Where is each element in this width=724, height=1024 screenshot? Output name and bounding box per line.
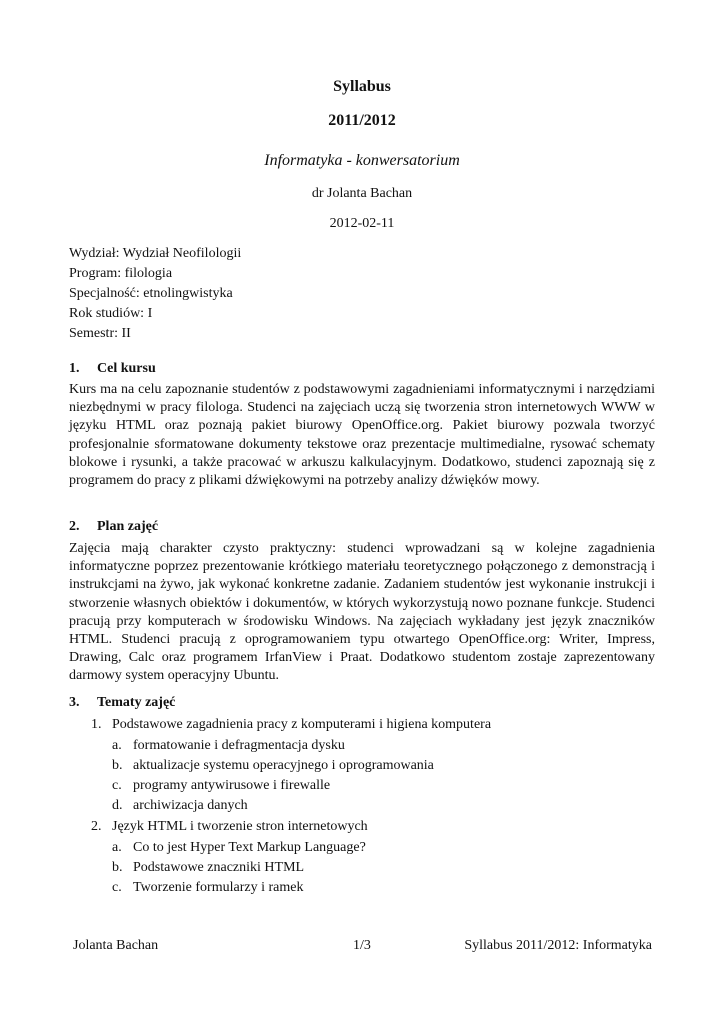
subtopic-marker: a. — [112, 840, 122, 855]
meta-year-of-study: Rok studiów: I — [69, 306, 153, 321]
course-subtitle: Informatyka - konwersatorium — [264, 152, 460, 169]
topic-item — [91, 715, 491, 735]
subtopic-label: formatowanie i defragmentacja dysku — [133, 738, 345, 753]
subtopic-marker: b. — [112, 758, 123, 773]
section-topics-heading — [69, 693, 175, 713]
topic-label: Podstawowe zagadnienia pracy z komputerami i higiena komputera — [112, 717, 492, 732]
document-date: 2012-02-11 — [329, 216, 395, 231]
subtopic-item — [112, 736, 345, 756]
subtopic-label: aktualizacje systemu operacyjnego i oprogramowania — [133, 758, 434, 773]
subtopic-label: archiwizacja danych — [133, 798, 248, 813]
meta-faculty: Wydział: Wydział Neofilologii — [69, 246, 242, 261]
subtopic-label: programy antywirusowe i firewalle — [133, 778, 331, 793]
subtopic-marker: c. — [112, 778, 122, 793]
section-title: Tematy zajęć — [97, 695, 176, 710]
subtopic-marker: d. — [112, 798, 123, 813]
section-plan-text: Zajęcia mają charakter czysto praktyczny: studenci wprowadzani są w kolejne zagadnienia informatyczne poprzez prezentowanie krótkiego materiału teoretycznego połączonego z demonstracją i instrukcjami na żywo, jak wykonać konkretne zadanie. Zadaniem studentów jest wykonanie instrukcji i stworzenie własnych obiektów i dokumentów, w których wykorzystują nowo poznane funkcje. Studenci pracują przy komputerach w środowisku Windows. Na zajęciach wykładany jest język znaczników HTML. Studenci pracują z oprogramowaniem typu otwartego OpenOffice.org: Writer, Impress, Drawing, Calc oraz programem IrfanView i Praat. Dodatkowo studentom zostaje zaprezentowany darmowy system operacyjny Ubuntu. — [69, 541, 655, 684]
topic-marker: 2. — [91, 819, 102, 834]
subtopic-item — [112, 858, 304, 878]
section-number: 1. — [69, 361, 80, 376]
subtopic-label: Tworzenie formularzy i ramek — [133, 880, 304, 895]
topic-item — [91, 817, 368, 837]
subtopic-marker: a. — [112, 738, 122, 753]
section-goal-text: Kurs ma na celu zapoznanie studentów z podstawowymi zagadnieniami informatycznymi i narzędziami niezbędnymi w pracy filologa. Studenci na zajęciach uczą się tworzenia stron internetowych WWW w języku HTML oraz poznają pakiet biurowy OpenOffice.org. Pakiet biurowy pozwala tworzyć profesjonalnie sformatowane dokumenty tekstowe oraz prezentacje multimedialne, rysować schematy blokowe i rysunki, a także pracować w arkuszu kalkulacyjnym. Dodatkowo, studenci zapoznają się z programem do pracy z plikami dźwiękowymi na potrzeby analizy dźwięków mowy. — [69, 382, 655, 489]
topic-marker: 1. — [91, 717, 102, 732]
section-number: 2. — [69, 519, 80, 534]
subtopic-marker: b. — [112, 860, 123, 875]
meta-program: Program: filologia — [69, 266, 173, 281]
document-title: Syllabus — [333, 78, 391, 95]
subtopic-label: Co to jest Hyper Text Markup Language? — [133, 840, 366, 855]
subtopic-item — [112, 756, 434, 776]
section-number: 3. — [69, 695, 80, 710]
subtopic-item — [112, 776, 330, 796]
section-goal-heading — [69, 359, 156, 379]
topic-label: Język HTML i tworzenie stron internetowych — [112, 819, 368, 834]
academic-year: 2011/2012 — [328, 112, 396, 129]
footer-page-number: 1/3 — [353, 938, 371, 953]
subtopic-item — [112, 796, 248, 816]
subtopic-label: Podstawowe znaczniki HTML — [133, 860, 305, 875]
meta-specialization: Specjalność: etnolingwistyka — [69, 286, 233, 301]
section-title: Plan zajęć — [97, 519, 159, 534]
meta-semester: Semestr: II — [69, 326, 131, 341]
subtopic-item — [112, 838, 366, 858]
section-title: Cel kursu — [97, 361, 156, 376]
author-name: dr Jolanta Bachan — [311, 186, 413, 201]
footer-document-title: Syllabus 2011/2012: Informatyka — [464, 938, 652, 953]
subtopic-item — [112, 878, 303, 898]
footer-author: Jolanta Bachan — [73, 938, 159, 953]
section-plan-heading — [69, 517, 158, 537]
subtopic-marker: c. — [112, 880, 122, 895]
